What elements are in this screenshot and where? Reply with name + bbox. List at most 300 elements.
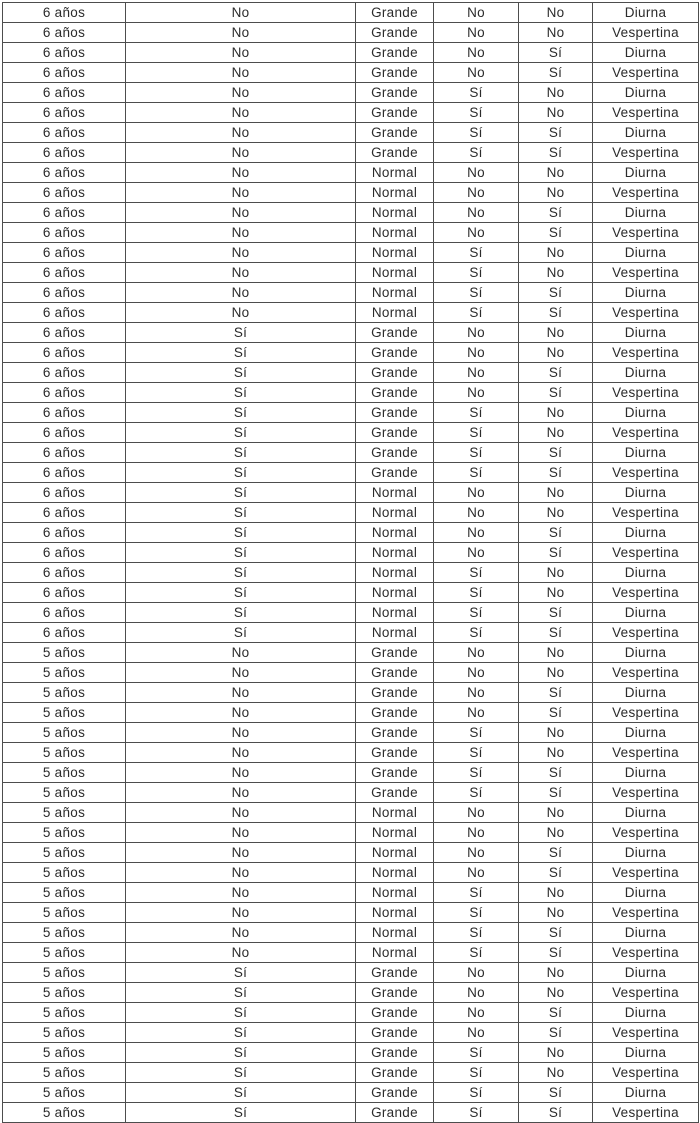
table-cell: Vespertina bbox=[593, 223, 699, 243]
table-row bbox=[3, 263, 699, 283]
table-cell: 6 años bbox=[3, 403, 126, 423]
table-cell: Diurna bbox=[593, 803, 699, 823]
table-cell: Sí bbox=[519, 543, 593, 563]
table-cell: No bbox=[434, 683, 519, 703]
table-cell: 5 años bbox=[3, 683, 126, 703]
table-cell: Grande bbox=[356, 403, 434, 423]
table-cell: Sí bbox=[126, 623, 356, 643]
table-row bbox=[3, 103, 699, 123]
table-cell: Sí bbox=[126, 443, 356, 463]
table-cell: Vespertina bbox=[593, 463, 699, 483]
table-cell: No bbox=[126, 123, 356, 143]
table-cell: Vespertina bbox=[593, 343, 699, 363]
table-cell: Sí bbox=[434, 763, 519, 783]
table-cell: No bbox=[434, 983, 519, 1003]
table-row bbox=[3, 203, 699, 223]
table-cell: Grande bbox=[356, 983, 434, 1003]
table-cell: Sí bbox=[434, 143, 519, 163]
table-cell: No bbox=[126, 723, 356, 743]
table-cell: No bbox=[434, 663, 519, 683]
table-row bbox=[3, 223, 699, 243]
table-cell: 6 años bbox=[3, 43, 126, 63]
table-cell: Normal bbox=[356, 603, 434, 623]
table-cell: No bbox=[126, 143, 356, 163]
table-cell: 6 años bbox=[3, 323, 126, 343]
table-cell: 6 años bbox=[3, 503, 126, 523]
table-cell: 5 años bbox=[3, 1063, 126, 1083]
table-cell: Sí bbox=[519, 203, 593, 223]
table-row bbox=[3, 383, 699, 403]
table-cell: Grande bbox=[356, 743, 434, 763]
table-cell: Vespertina bbox=[593, 943, 699, 963]
table-cell: 6 años bbox=[3, 423, 126, 443]
table-cell: Sí bbox=[126, 563, 356, 583]
table-cell: Sí bbox=[126, 543, 356, 563]
table-row bbox=[3, 903, 699, 923]
table-cell: Normal bbox=[356, 523, 434, 543]
table-cell: Grande bbox=[356, 763, 434, 783]
table-cell: Normal bbox=[356, 943, 434, 963]
table-cell: Diurna bbox=[593, 723, 699, 743]
table-cell: Sí bbox=[434, 603, 519, 623]
table-cell: Sí bbox=[434, 563, 519, 583]
table-cell: No bbox=[126, 783, 356, 803]
table-cell: 5 años bbox=[3, 843, 126, 863]
table-cell: Diurna bbox=[593, 523, 699, 543]
table-cell: Sí bbox=[126, 583, 356, 603]
table-cell: Vespertina bbox=[593, 143, 699, 163]
table-cell: No bbox=[126, 703, 356, 723]
table-cell: Sí bbox=[126, 423, 356, 443]
table-cell: No bbox=[126, 883, 356, 903]
table-cell: No bbox=[519, 823, 593, 843]
table-cell: Sí bbox=[126, 323, 356, 343]
table-cell: Grande bbox=[356, 43, 434, 63]
table-row bbox=[3, 1043, 699, 1063]
table-row bbox=[3, 63, 699, 83]
table-cell: Sí bbox=[519, 703, 593, 723]
table-cell: No bbox=[126, 763, 356, 783]
table-cell: Sí bbox=[126, 343, 356, 363]
table-row bbox=[3, 1023, 699, 1043]
table-cell: No bbox=[434, 63, 519, 83]
table-cell: No bbox=[126, 663, 356, 683]
table-row bbox=[3, 283, 699, 303]
table-cell: Sí bbox=[126, 403, 356, 423]
table-row bbox=[3, 1003, 699, 1023]
table-cell: 5 años bbox=[3, 1083, 126, 1103]
table-cell: Sí bbox=[434, 423, 519, 443]
table-row bbox=[3, 583, 699, 603]
table-cell: No bbox=[434, 163, 519, 183]
table-row bbox=[3, 243, 699, 263]
table-cell: Grande bbox=[356, 1043, 434, 1063]
table-cell: 6 años bbox=[3, 543, 126, 563]
table-cell: Grande bbox=[356, 1103, 434, 1123]
table-cell: Diurna bbox=[593, 403, 699, 423]
table-cell: No bbox=[126, 183, 356, 203]
table-cell: Vespertina bbox=[593, 903, 699, 923]
table-cell: No bbox=[519, 423, 593, 443]
table-cell: No bbox=[434, 363, 519, 383]
table-cell: 6 años bbox=[3, 143, 126, 163]
table-cell: 6 años bbox=[3, 283, 126, 303]
table-cell: Diurna bbox=[593, 1003, 699, 1023]
table-cell: No bbox=[519, 403, 593, 423]
table-cell: Normal bbox=[356, 623, 434, 643]
table-cell: 5 años bbox=[3, 663, 126, 683]
table-cell: 6 años bbox=[3, 83, 126, 103]
table-cell: 6 años bbox=[3, 363, 126, 383]
table-container bbox=[2, 2, 698, 1120]
table-cell: Sí bbox=[519, 523, 593, 543]
table-cell: Diurna bbox=[593, 883, 699, 903]
table-cell: No bbox=[126, 943, 356, 963]
table-cell: 6 años bbox=[3, 383, 126, 403]
table-row bbox=[3, 763, 699, 783]
table-cell: Sí bbox=[126, 1083, 356, 1103]
table-cell: No bbox=[519, 743, 593, 763]
table-cell: 5 años bbox=[3, 1003, 126, 1023]
table-cell: Sí bbox=[434, 1043, 519, 1063]
table-cell: No bbox=[126, 683, 356, 703]
table-cell: Sí bbox=[519, 1083, 593, 1103]
table-cell: Normal bbox=[356, 283, 434, 303]
table-cell: Grande bbox=[356, 383, 434, 403]
table-cell: Diurna bbox=[593, 363, 699, 383]
table-row bbox=[3, 803, 699, 823]
table-cell: Normal bbox=[356, 803, 434, 823]
table-cell: No bbox=[434, 703, 519, 723]
table-cell: Vespertina bbox=[593, 703, 699, 723]
table-cell: No bbox=[519, 1043, 593, 1063]
table-cell: Grande bbox=[356, 963, 434, 983]
table-cell: No bbox=[126, 743, 356, 763]
table-cell: 5 años bbox=[3, 763, 126, 783]
table-cell: No bbox=[126, 203, 356, 223]
table-cell: Diurna bbox=[593, 283, 699, 303]
table-cell: No bbox=[434, 643, 519, 663]
table-cell: Grande bbox=[356, 1023, 434, 1043]
table-cell: No bbox=[126, 823, 356, 843]
table-cell: Sí bbox=[519, 143, 593, 163]
table-row bbox=[3, 563, 699, 583]
table-cell: No bbox=[519, 963, 593, 983]
table-cell: Grande bbox=[356, 663, 434, 683]
table-row bbox=[3, 443, 699, 463]
table-cell: Vespertina bbox=[593, 423, 699, 443]
table-cell: No bbox=[126, 263, 356, 283]
table-cell: Vespertina bbox=[593, 1023, 699, 1043]
table-cell: Normal bbox=[356, 583, 434, 603]
table-cell: 6 años bbox=[3, 3, 126, 23]
table-cell: 5 años bbox=[3, 923, 126, 943]
table-cell: Normal bbox=[356, 883, 434, 903]
table-cell: Sí bbox=[519, 463, 593, 483]
table-cell: 5 años bbox=[3, 823, 126, 843]
table-cell: Normal bbox=[356, 263, 434, 283]
table-cell: Sí bbox=[434, 463, 519, 483]
table-cell: Sí bbox=[126, 983, 356, 1003]
table-cell: Sí bbox=[519, 843, 593, 863]
table-cell: 6 años bbox=[3, 243, 126, 263]
table-cell: No bbox=[126, 243, 356, 263]
table-row bbox=[3, 863, 699, 883]
table-cell: Sí bbox=[519, 683, 593, 703]
table-cell: No bbox=[519, 883, 593, 903]
table-body bbox=[3, 3, 699, 1123]
table-row bbox=[3, 43, 699, 63]
table-cell: Normal bbox=[356, 163, 434, 183]
table-cell: Sí bbox=[126, 603, 356, 623]
table-cell: Sí bbox=[434, 903, 519, 923]
table-cell: No bbox=[434, 1023, 519, 1043]
table-cell: Diurna bbox=[593, 323, 699, 343]
table-cell: Vespertina bbox=[593, 263, 699, 283]
table-cell: Normal bbox=[356, 563, 434, 583]
table-cell: Sí bbox=[519, 383, 593, 403]
table-cell: No bbox=[519, 163, 593, 183]
table-cell: Sí bbox=[434, 1103, 519, 1123]
table-cell: No bbox=[434, 383, 519, 403]
table-cell: No bbox=[519, 503, 593, 523]
table-cell: No bbox=[519, 903, 593, 923]
table-cell: Vespertina bbox=[593, 63, 699, 83]
table-cell: 6 años bbox=[3, 343, 126, 363]
table-cell: No bbox=[434, 483, 519, 503]
table-cell: Diurna bbox=[593, 3, 699, 23]
table-cell: 6 años bbox=[3, 623, 126, 643]
table-cell: No bbox=[434, 863, 519, 883]
table-row bbox=[3, 83, 699, 103]
table-cell: Vespertina bbox=[593, 503, 699, 523]
table-cell: Vespertina bbox=[593, 103, 699, 123]
table-cell: Sí bbox=[519, 1103, 593, 1123]
table-cell: Diurna bbox=[593, 963, 699, 983]
table-cell: 6 años bbox=[3, 63, 126, 83]
table-row bbox=[3, 323, 699, 343]
table-cell: 6 años bbox=[3, 123, 126, 143]
table-cell: No bbox=[519, 83, 593, 103]
table-cell: Sí bbox=[519, 283, 593, 303]
table-cell: Vespertina bbox=[593, 23, 699, 43]
table-cell: 5 años bbox=[3, 803, 126, 823]
table-cell: Grande bbox=[356, 703, 434, 723]
table-cell: Diurna bbox=[593, 563, 699, 583]
table-cell: No bbox=[434, 803, 519, 823]
table-cell: Sí bbox=[126, 1103, 356, 1123]
table-row bbox=[3, 823, 699, 843]
table-cell: Diurna bbox=[593, 1083, 699, 1103]
table-cell: Diurna bbox=[593, 443, 699, 463]
table-cell: No bbox=[519, 263, 593, 283]
table-cell: Sí bbox=[434, 1083, 519, 1103]
table-cell: No bbox=[519, 803, 593, 823]
table-cell: 6 años bbox=[3, 263, 126, 283]
table-cell: No bbox=[519, 3, 593, 23]
table-row bbox=[3, 143, 699, 163]
table-cell: 5 años bbox=[3, 743, 126, 763]
table-cell: Grande bbox=[356, 643, 434, 663]
table-cell: Diurna bbox=[593, 123, 699, 143]
table-cell: 5 años bbox=[3, 783, 126, 803]
table-cell: No bbox=[519, 563, 593, 583]
table-cell: Normal bbox=[356, 483, 434, 503]
table-cell: Sí bbox=[519, 603, 593, 623]
table-cell: Vespertina bbox=[593, 863, 699, 883]
table-row bbox=[3, 623, 699, 643]
table-cell: Diurna bbox=[593, 763, 699, 783]
table-cell: Vespertina bbox=[593, 783, 699, 803]
table-cell: Vespertina bbox=[593, 823, 699, 843]
table-cell: Grande bbox=[356, 723, 434, 743]
table-cell: Normal bbox=[356, 183, 434, 203]
table-cell: 6 años bbox=[3, 163, 126, 183]
table-cell: No bbox=[434, 203, 519, 223]
table-cell: Normal bbox=[356, 223, 434, 243]
table-cell: 6 años bbox=[3, 203, 126, 223]
table-cell: No bbox=[519, 983, 593, 1003]
table-cell: Sí bbox=[434, 1063, 519, 1083]
table-cell: No bbox=[519, 103, 593, 123]
table-cell: Sí bbox=[519, 763, 593, 783]
table-cell: No bbox=[434, 323, 519, 343]
table-cell: Diurna bbox=[593, 203, 699, 223]
table-cell: Sí bbox=[519, 783, 593, 803]
table-cell: Normal bbox=[356, 303, 434, 323]
table-cell: Grande bbox=[356, 23, 434, 43]
table-cell: Normal bbox=[356, 543, 434, 563]
table-row bbox=[3, 303, 699, 323]
table-cell: 6 años bbox=[3, 223, 126, 243]
table-cell: No bbox=[519, 23, 593, 43]
table-cell: Vespertina bbox=[593, 743, 699, 763]
table-cell: No bbox=[519, 663, 593, 683]
table-cell: Diurna bbox=[593, 43, 699, 63]
table-cell: Sí bbox=[519, 223, 593, 243]
table-row bbox=[3, 783, 699, 803]
table-cell: 5 años bbox=[3, 703, 126, 723]
table-cell: Diurna bbox=[593, 923, 699, 943]
table-cell: Diurna bbox=[593, 843, 699, 863]
table-cell: No bbox=[434, 823, 519, 843]
table-row bbox=[3, 523, 699, 543]
table-row bbox=[3, 23, 699, 43]
table-cell: Normal bbox=[356, 923, 434, 943]
table-cell: Sí bbox=[434, 403, 519, 423]
table-row bbox=[3, 643, 699, 663]
table-row bbox=[3, 163, 699, 183]
table-cell: 6 años bbox=[3, 483, 126, 503]
table-row bbox=[3, 403, 699, 423]
table-cell: No bbox=[434, 183, 519, 203]
table-cell: 6 años bbox=[3, 463, 126, 483]
table-cell: Sí bbox=[434, 623, 519, 643]
table-cell: Vespertina bbox=[593, 183, 699, 203]
table-cell: No bbox=[126, 63, 356, 83]
table-row bbox=[3, 503, 699, 523]
table-cell: Normal bbox=[356, 863, 434, 883]
table-row bbox=[3, 1103, 699, 1123]
table-cell: Sí bbox=[434, 103, 519, 123]
table-row bbox=[3, 543, 699, 563]
table-cell: Diurna bbox=[593, 483, 699, 503]
table-cell: No bbox=[519, 483, 593, 503]
table-cell: Normal bbox=[356, 243, 434, 263]
table-cell: Sí bbox=[519, 443, 593, 463]
table-cell: Grande bbox=[356, 463, 434, 483]
table-cell: Grande bbox=[356, 123, 434, 143]
table-cell: Diurna bbox=[593, 1043, 699, 1063]
table-cell: Sí bbox=[434, 743, 519, 763]
table-cell: No bbox=[519, 183, 593, 203]
table-cell: No bbox=[434, 503, 519, 523]
table-row bbox=[3, 3, 699, 23]
table-cell: Sí bbox=[126, 523, 356, 543]
table-cell: No bbox=[434, 1003, 519, 1023]
table-cell: No bbox=[434, 343, 519, 363]
table-cell: 5 años bbox=[3, 963, 126, 983]
table-cell: 6 años bbox=[3, 563, 126, 583]
table-cell: Sí bbox=[519, 943, 593, 963]
table-cell: No bbox=[126, 103, 356, 123]
table-cell: No bbox=[434, 223, 519, 243]
table-cell: Sí bbox=[519, 1003, 593, 1023]
table-cell: 5 años bbox=[3, 1103, 126, 1123]
table-row bbox=[3, 1063, 699, 1083]
table-cell: Sí bbox=[519, 43, 593, 63]
table-cell: Sí bbox=[434, 723, 519, 743]
table-cell: Diurna bbox=[593, 683, 699, 703]
table-cell: Vespertina bbox=[593, 663, 699, 683]
table-cell: 6 años bbox=[3, 103, 126, 123]
table-row bbox=[3, 983, 699, 1003]
table-cell: No bbox=[126, 283, 356, 303]
table-row bbox=[3, 483, 699, 503]
table-cell: Grande bbox=[356, 1063, 434, 1083]
table-cell: Grande bbox=[356, 323, 434, 343]
table-cell: Sí bbox=[519, 623, 593, 643]
table-cell: Grande bbox=[356, 423, 434, 443]
table-cell: Sí bbox=[126, 363, 356, 383]
table-cell: No bbox=[519, 723, 593, 743]
table-cell: Normal bbox=[356, 903, 434, 923]
table-cell: Sí bbox=[519, 363, 593, 383]
table-cell: No bbox=[434, 543, 519, 563]
table-cell: Sí bbox=[519, 1023, 593, 1043]
table-cell: Diurna bbox=[593, 643, 699, 663]
table-cell: No bbox=[434, 43, 519, 63]
table-cell: 6 años bbox=[3, 523, 126, 543]
table-cell: Vespertina bbox=[593, 303, 699, 323]
table-cell: Grande bbox=[356, 63, 434, 83]
table-row bbox=[3, 343, 699, 363]
table-row bbox=[3, 123, 699, 143]
table-row bbox=[3, 883, 699, 903]
table-cell: Grande bbox=[356, 143, 434, 163]
table-cell: Sí bbox=[434, 83, 519, 103]
table-cell: Vespertina bbox=[593, 983, 699, 1003]
table-cell: No bbox=[519, 323, 593, 343]
table-cell: Vespertina bbox=[593, 1063, 699, 1083]
table-cell: Sí bbox=[519, 63, 593, 83]
table-cell: 6 años bbox=[3, 303, 126, 323]
table-cell: No bbox=[519, 343, 593, 363]
table-cell: 5 años bbox=[3, 903, 126, 923]
table-cell: Grande bbox=[356, 83, 434, 103]
table-cell: Sí bbox=[126, 483, 356, 503]
table-cell: Grande bbox=[356, 1083, 434, 1103]
